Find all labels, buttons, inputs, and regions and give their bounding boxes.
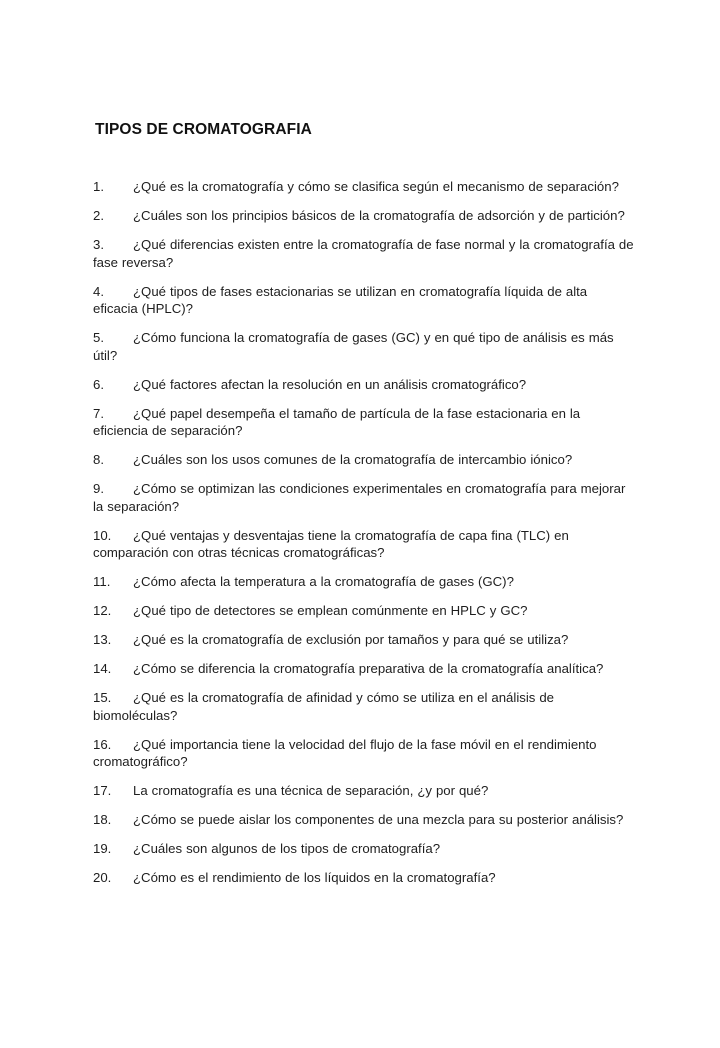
question-text: ¿Cómo afecta la temperatura a la cromatografía de gases (GC)? — [133, 574, 514, 589]
list-item — [93, 236, 635, 271]
question-number: 12. — [93, 603, 112, 618]
question-text: ¿Qué tipos de fases estacionarias se utilizan en cromatografía líquida de alta eficacia (HPLC)? — [93, 283, 588, 316]
list-item — [93, 602, 635, 620]
question-number: 14. — [93, 661, 112, 676]
question-number: 18. — [93, 812, 112, 827]
question-number: 4. — [93, 283, 104, 299]
question-number: 16. — [93, 736, 112, 752]
question-text: ¿Cómo se puede aislar los componentes de una mezcla para su posterior análisis? — [133, 812, 624, 827]
list-item — [93, 736, 635, 771]
question-text: ¿Cuáles son los principios básicos de la cromatografía de adsorción y de partición? — [133, 208, 625, 223]
question-number: 19. — [93, 841, 112, 856]
question-text: ¿Qué importancia tiene la velocidad del flujo de la fase móvil en el rendimiento cromatográfico? — [93, 736, 597, 769]
list-item — [93, 207, 635, 225]
question-number: 9. — [93, 481, 104, 496]
list-item — [93, 376, 635, 394]
list-item — [93, 178, 635, 196]
question-text: ¿Cuáles son algunos de los tipos de cromatografía? — [133, 841, 441, 856]
list-item — [93, 527, 635, 562]
question-text: ¿Qué ventajas y desventajas tiene la cromatografía de capa fina (TLC) en comparación con otras técnicas cromatográficas? — [93, 527, 569, 560]
list-item — [93, 329, 635, 364]
question-text: ¿Cómo se diferencia la cromatografía preparativa de la cromatografía analítica? — [133, 661, 604, 676]
list-item — [93, 782, 635, 800]
question-number: 5. — [93, 330, 104, 345]
question-number: 15. — [93, 690, 112, 705]
list-item — [93, 573, 635, 591]
question-number: 17. — [93, 783, 112, 798]
question-text: ¿Cómo es el rendimiento de los líquidos en la cromatografía? — [133, 870, 496, 885]
question-text: ¿Qué factores afectan la resolución en un análisis cromatográfico? — [133, 376, 527, 392]
question-text: ¿Qué es la cromatografía de exclusión por tamaños y para qué se utiliza? — [133, 632, 569, 647]
document-title: TIPOS DE CROMATOGRAFIA — [95, 121, 312, 138]
question-text: ¿Qué tipo de detectores se emplean comúnmente en HPLC y GC? — [133, 603, 528, 618]
question-number: 7. — [93, 405, 104, 421]
list-item — [93, 660, 635, 678]
list-item — [93, 689, 635, 724]
question-text: ¿Cómo se optimizan las condiciones experimentales en cromatografía para mejorar la separación? — [93, 481, 626, 514]
question-number: 8. — [93, 452, 104, 467]
question-text: ¿Qué diferencias existen entre la cromatografía de fase normal y la cromatografía de fase reversa? — [93, 237, 634, 270]
question-text: ¿Qué papel desempeña el tamaño de partícula de la fase estacionaria en la eficiencia de separación? — [93, 405, 581, 438]
question-number: 11. — [93, 574, 111, 589]
question-text: ¿Qué es la cromatografía y cómo se clasifica según el mecanismo de separación? — [133, 179, 619, 194]
question-text: ¿Cuáles son los usos comunes de la cromatografía de intercambio iónico? — [133, 452, 573, 467]
list-item — [93, 283, 635, 318]
list-item — [93, 451, 635, 469]
question-number: 13. — [93, 632, 112, 647]
list-item — [93, 811, 635, 829]
question-number: 20. — [93, 870, 112, 885]
question-number: 2. — [93, 208, 104, 223]
list-item — [93, 480, 635, 515]
question-number: 1. — [93, 179, 104, 194]
question-number: 10. — [93, 527, 112, 543]
question-text: ¿Qué es la cromatografía de afinidad y cómo se utiliza en el análisis de biomoléculas? — [93, 690, 554, 723]
question-list — [93, 178, 635, 898]
list-item — [93, 631, 635, 649]
list-item — [93, 840, 635, 858]
question-number: 6. — [93, 376, 104, 392]
question-number: 3. — [93, 237, 104, 252]
question-text: La cromatografía es una técnica de separación, ¿y por qué? — [133, 783, 489, 798]
list-item — [93, 405, 635, 440]
question-text: ¿Cómo funciona la cromatografía de gases (GC) y en qué tipo de análisis es más útil? — [93, 330, 614, 363]
list-item — [93, 869, 635, 887]
